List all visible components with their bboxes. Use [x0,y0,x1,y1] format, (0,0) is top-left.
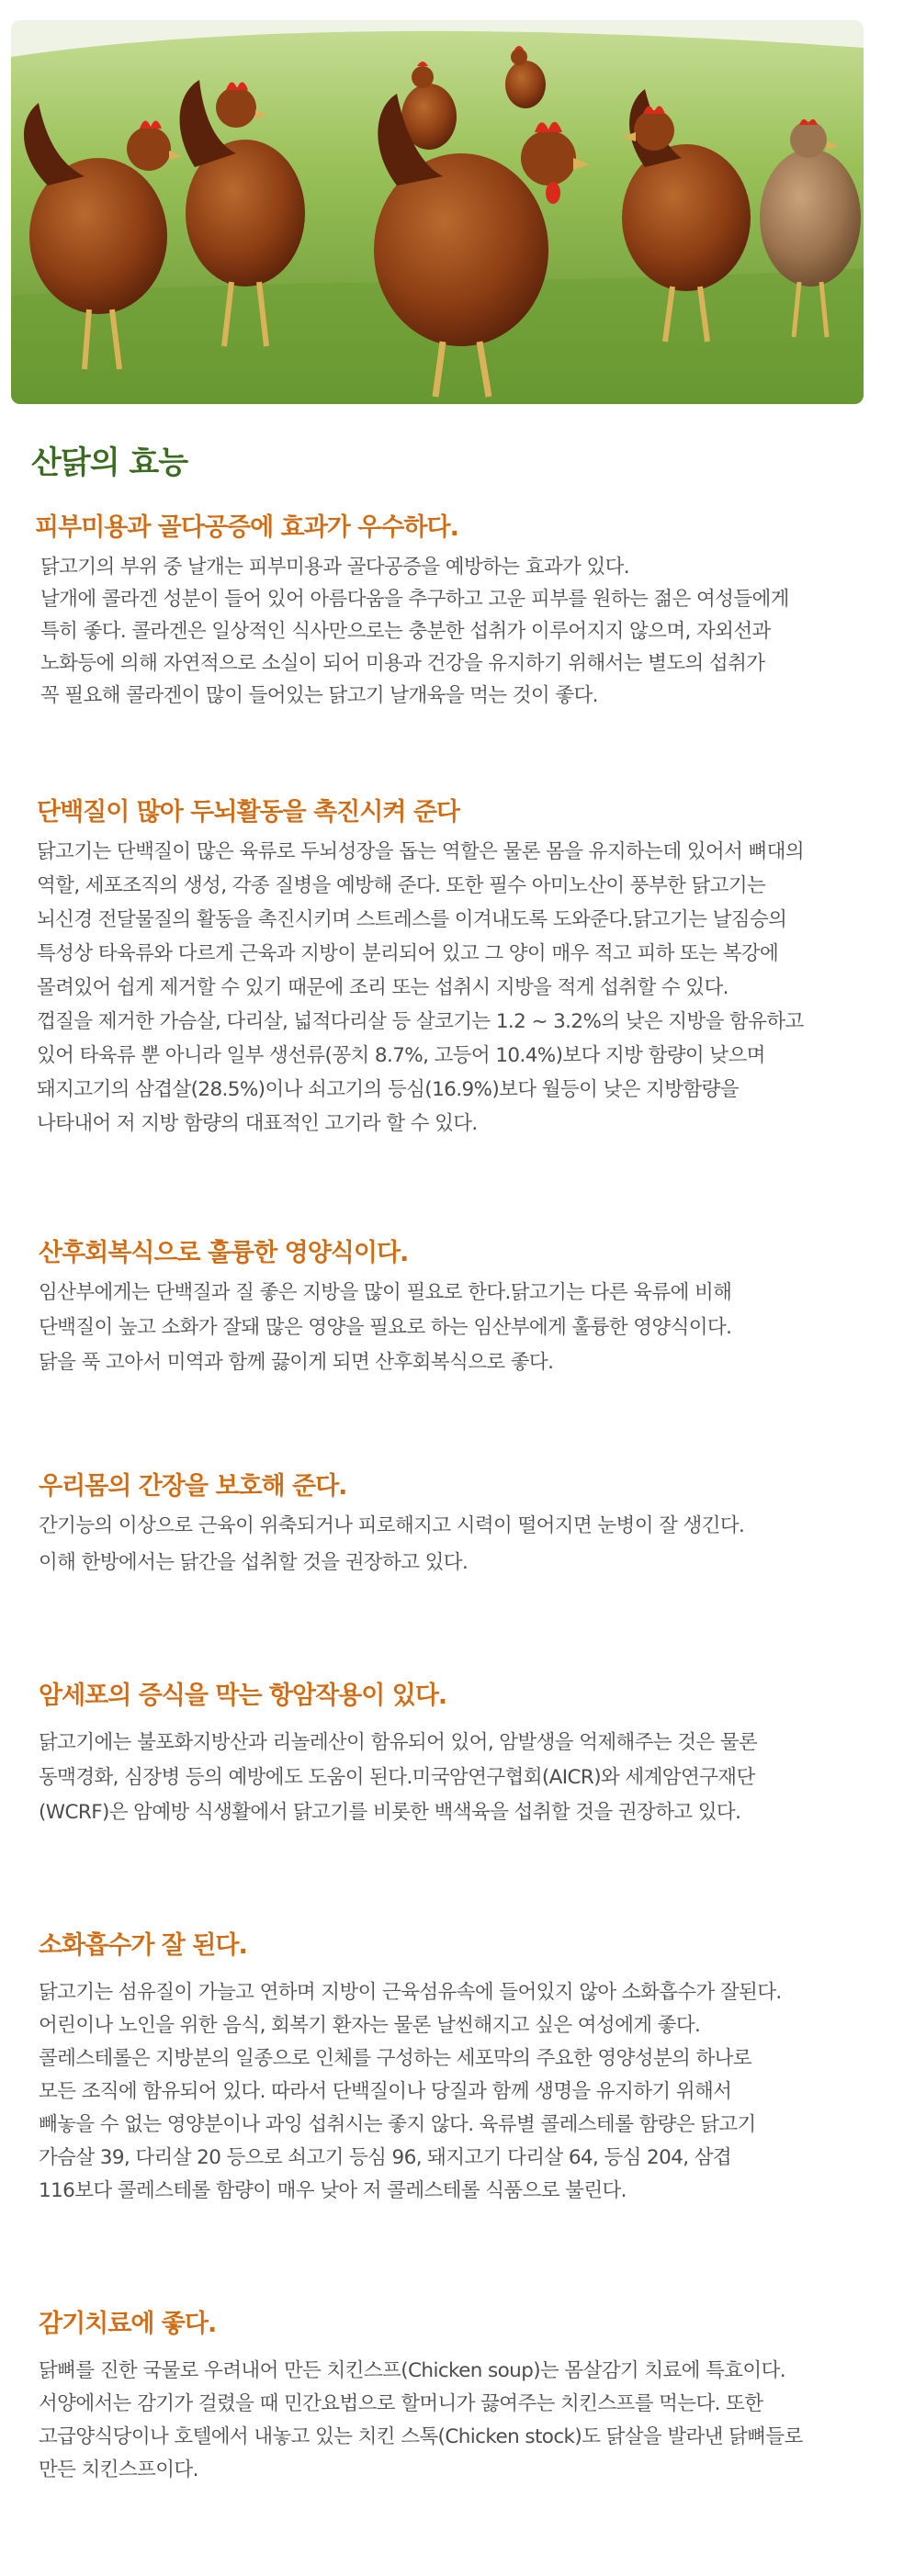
body-line: 모든 조직에 함유되어 있다. 따라서 단백질이나 당질과 함께 생명을 유지하기 위해서 [39,2080,732,2103]
section-heading: 산후회복식으로 훌륭한 영양식이다. [39,1239,409,1267]
body-line: 특히 좋다. 콜라겐은 일상적인 식사만으로는 충분한 섭취가 이루어지지 않으며, 자외선과 [40,620,771,643]
body-line: 닭뼈를 진한 국물로 우려내어 만든 치킨스프(Chicken soup)는 몸살감기 치료에 특효이다. [39,2359,785,2382]
section-heading: 감기치료에 좋다. [39,2310,217,2338]
body-line: 어린이나 노인을 위한 음식, 회복기 환자는 물론 날씬해지고 싶은 여성에게 좋다. [39,2014,701,2037]
section-heading: 암세포의 증식을 막는 항암작용이 있다. [39,1682,447,1710]
body-line: 돼지고기의 삼겹살(28.5%)이나 쇠고기의 등심(16.9%)보다 월등이 낮은 지방함량을 [37,1078,739,1101]
body-line: 만든 치킨스프이다. [39,2458,198,2481]
body-line: 동맥경화, 심장병 등의 예방에도 도움이 된다.미국암연구협회(AICR)와 세계암연구재단 [39,1766,755,1789]
body-line: 몰려있어 쉽게 제거할 수 있기 때문에 조리 또는 섭취시 지방을 적게 섭취할 수 있다. [37,976,729,999]
body-line: 고급양식당이나 호텔에서 내놓고 있는 치킨 스톡(Chicken stock)도 닭살을 발라낸 닭뼈들로 [39,2425,803,2448]
body-line: 닭을 푹 고아서 미역과 함께 끓이게 되면 산후회복식으로 좋다. [39,1351,554,1374]
body-line: 노화등에 의해 자연적으로 소실이 되어 미용과 건강을 유지하기 위해서는 별도의 섭취가 [40,652,765,675]
body-line: 닭고기에는 불포화지방산과 리놀레산이 함유되어 있어, 암발생을 억제해주는 것은 물론 [39,1731,758,1754]
body-line: 116보다 콜레스테롤 함량이 매우 낮아 저 콜레스테롤 식품으로 불린다. [39,2179,627,2202]
body-line: 이해 한방에서는 닭간을 섭취할 것을 권장하고 있다. [39,1551,469,1574]
body-line: 뇌신경 전달물질의 활동을 촉진시키며 스트레스를 이겨내도록 도와준다.닭고기는 날짐승의 [37,908,787,931]
body-line: 닭고기의 부위 중 날개는 피부미용과 골다공증을 예방하는 효과가 있다. [40,556,630,579]
body-line: 특성상 타육류와 다르게 근육과 지방이 분리되어 있고 그 양이 매우 적고 피하 또는 복강에 [37,942,779,965]
page-title: 산닭의 효능 [31,444,188,481]
body-line: 꼭 필요해 콜라겐이 많이 들어있는 닭고기 날개육을 먹는 것이 좋다. [40,684,598,707]
body-line: 서양에서는 감기가 걸렸을 때 민간요법으로 할머니가 끓여주는 치킨스프를 먹는다. 또한 [39,2392,763,2415]
hens-on-grass-photo-icon [11,20,864,404]
hero-photo [11,20,864,404]
body-line: 가슴살 39, 다리살 20 등으로 쇠고기 등심 96, 돼지고기 다리살 64, 등심 204, 삼겹 [39,2146,732,2169]
body-line: 닭고기는 섬유질이 가늘고 연하며 지방이 근육섬유속에 들어있지 않아 소화흡수가 잘된다. [39,1981,782,2004]
body-line: 날개에 콜라겐 성분이 들어 있어 아름다움을 추구하고 고운 피부를 원하는 젊은 여성들에게 [40,588,789,611]
body-line: (WCRF)은 암예방 식생활에서 닭고기를 비롯한 백색육을 섭취할 것을 권장하고 있다. [39,1801,741,1824]
body-line: 역할, 세포조직의 생성, 각종 질병을 예방해 준다. 또한 필수 아미노산이 풍부한 닭고기는 [37,874,766,897]
body-line: 빼놓을 수 없는 영양분이나 과잉 섭취시는 좋지 않다. 육류별 콜레스테롤 함량은 닭고기 [39,2113,756,2136]
section-heading: 소화흡수가 잘 된다. [39,1931,247,1960]
body-line: 있어 타육류 뿐 아니라 일부 생선류(꽁치 8.7%, 고등어 10.4%)보다 지방 함량이 낮으며 [37,1044,765,1067]
body-line: 닭고기는 단백질이 많은 육류로 두뇌성장을 돕는 역할은 물론 몸을 유지하는데 있어서 뼈대의 [37,840,805,863]
section-heading: 피부미용과 골다공증에 효과가 우수하다. [35,513,458,542]
body-line: 임산부에게는 단백질과 질 좋은 지방을 많이 필요로 한다.닭고기는 다른 육류에 비해 [39,1281,732,1304]
body-line: 껍질을 제거한 가슴살, 다리살, 넓적다리살 등 살코기는 1.2 ~ 3.2%의 낮은 지방을 함유하고 [37,1010,804,1033]
body-line: 단백질이 높고 소화가 잘돼 많은 영양을 필요로 하는 임산부에게 훌륭한 영양식이다. [39,1316,732,1339]
section-heading: 우리몸의 간장을 보호해 준다. [39,1472,347,1501]
body-line: 나타내어 저 지방 함량의 대표적인 고기라 할 수 있다. [37,1112,478,1135]
section-heading: 단백질이 많아 두뇌활동을 촉진시켜 준다 [37,798,459,827]
body-line: 간기능의 이상으로 근육이 위축되거나 피로해지고 시력이 떨어지면 눈병이 잘 생긴다. [39,1514,745,1537]
body-line: 콜레스테롤은 지방분의 일종으로 인체를 구성하는 세포막의 주요한 영양성분의 하나로 [39,2047,751,2070]
